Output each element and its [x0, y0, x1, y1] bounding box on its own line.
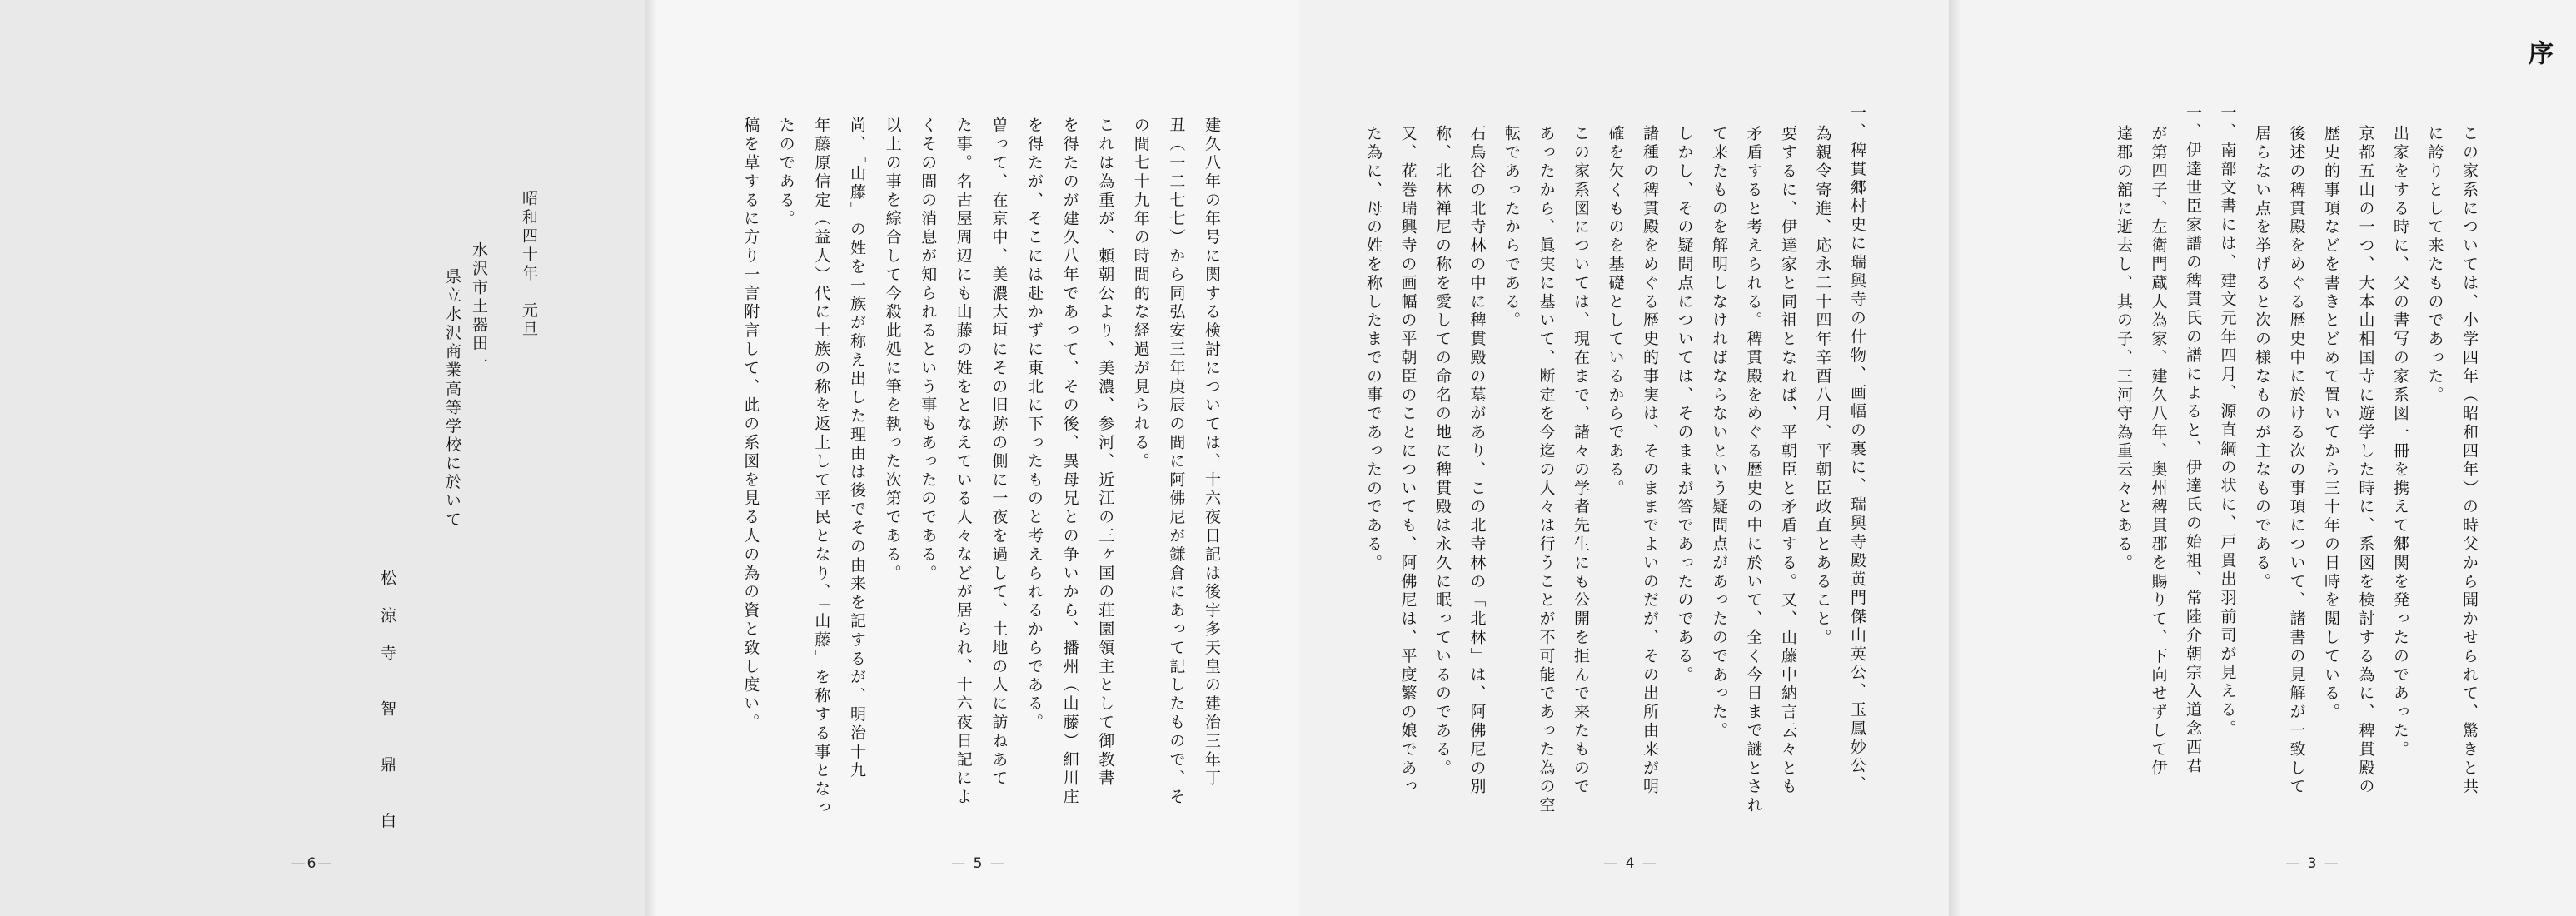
- text-column: に誇りとして来たものであった。: [2425, 125, 2444, 405]
- text-column: 居らない点を挙げると次の様なものが主なものである。: [2253, 125, 2271, 591]
- text-column: 丑（一二七七）から同弘安三年庚辰の間に阿佛尼が鎌倉にあって記したもので、そ: [1167, 117, 1186, 807]
- text-column: 称、北林禅尼の称を愛しての命名の地に稗貫殿は永久に眠っているのである。: [1433, 125, 1452, 778]
- text-column: た事。名古屋周辺にも山藤の姓をとなえている人々などが居られ、十六夜日記によ: [954, 117, 973, 807]
- text-column: が第四子、左衛門蔵人為家、建久八年、奥州稗貫郡を賜りて、下向せずして伊: [2149, 125, 2168, 778]
- text-column: あったから、眞実に基いて、断定を今迄の人々は行うことが不可能であった為の空: [1537, 125, 1556, 815]
- text-column: た為に、母の姓を称したまでの事であったのである。: [1364, 125, 1383, 573]
- page-3: [1949, 0, 2576, 916]
- text-column: 歴史的事項などを書きとどめて置いてから三十年の日時を閲している。: [2322, 125, 2340, 722]
- text-column: 曽って、在京中、美濃大垣にその旧跡の側に一夜を過して、土地の人に訪ねあて: [989, 117, 1009, 789]
- text-column: この家系図については、現在まで、諸々の学者先生にも公開を拒んで来たもので: [1572, 125, 1590, 797]
- text-column: 水沢市土器田一: [470, 241, 488, 372]
- text-column: 為親令寄進、応永二十四年辛酉八月、平朝臣政直とあること。: [1813, 125, 1832, 648]
- text-column: 年藤原信定（益人）代に士族の称を返上して平民となり、「山藤」を称する事となっ: [812, 117, 831, 818]
- text-column: 一、南部文書には、建文元年四月、源直綱の状に、戸貫出羽前司が見える。: [2218, 104, 2237, 739]
- text-column: 以上の事を綜合して今殺此処に筆を執った次第である。: [883, 117, 902, 583]
- text-column: 石鳥谷の北寺林の中に稗貫殿の墓があり、この北寺林の「北林」は、阿佛尼の別: [1467, 125, 1487, 797]
- text-column: 確を欠くものを基礎としているからである。: [1606, 125, 1625, 498]
- page-gutter: [645, 0, 657, 916]
- text-column: 又、花巻瑞興寺の画幅の平朝臣のことについても、阿佛尼は、平度繁の娘であっ: [1398, 125, 1418, 797]
- text-column: しかし、その疑問点については、そのままが答であったのである。: [1675, 125, 1694, 685]
- text-column: 後述の稗貫殿をめぐる歴史中に於ける次の事項について、諸書の見解が一致して: [2287, 125, 2306, 797]
- text-column: 県立水沢商業高等学校に於いて: [443, 268, 461, 530]
- page-number: — 3 —: [2285, 855, 2340, 872]
- text-column: 出家をする時に、父の書写の家系図一冊を携えて郷関を発ったのであった。: [2391, 125, 2409, 759]
- text-column: 稿を草するに方り一言附言して、此の系図を見る人の為の資と致し度い。: [741, 117, 760, 733]
- text-column: 尚、「山藤」の姓を一族が称え出した理由は後でその由来を記するが、明治十九: [848, 117, 866, 780]
- text-column: て来たものを解明しなければならないという疑問点があったのであった。: [1710, 125, 1728, 741]
- page-gutter: [1949, 0, 1961, 916]
- text-column: の間七十九年の時間的な経過が見られる。: [1131, 117, 1150, 471]
- text-column: くその間の消息が知られるという事もあったのである。: [919, 117, 938, 583]
- page-number: —6—: [291, 855, 334, 872]
- page-6: [0, 0, 645, 916]
- page-heading: 序: [2524, 40, 2553, 70]
- text-column: 諸種の稗貫殿をめぐる歴史的事実は、そのままでよいのだが、その出所由来が明: [1641, 125, 1659, 797]
- text-column: この家系については、小学四年（昭和四年）の時父から聞かせられて、驚きと共: [2460, 125, 2479, 797]
- text-column: 要するに、伊達家と同祖となれば、平朝臣と矛盾する。又、山藤中納言云々とも: [1779, 125, 1797, 797]
- text-column: 一、伊達世臣家譜の稗貫氏の譜によると、伊達氏の始祖、常陸介朝宗入道念西君: [2184, 104, 2202, 776]
- text-column: を得たが、そこには赴かずに東北に下ったものと考えられるからである。: [1025, 117, 1044, 733]
- text-column: 昭和四十年 元旦: [520, 190, 538, 340]
- text-column: 転であったからである。: [1502, 125, 1521, 331]
- text-column: 松 涼 寺 智 鼎 白: [378, 570, 396, 831]
- page-5: [645, 0, 1299, 916]
- page-4: [1299, 0, 1949, 916]
- text-column: 矛盾すると考えられる。稗貫殿をめぐる歴史の中に於いて、全く今日まで謎とされ: [1744, 125, 1763, 815]
- text-column: 建久八年の年号に関する検討については、十六夜日記は後宇多天皇の建治三年丁: [1203, 117, 1221, 789]
- page-number: — 4 —: [1603, 855, 1658, 872]
- text-column: たのである。: [776, 117, 795, 229]
- text-column: これは為重が、頼朝公より、美濃、参河、近江の三ヶ国の荘園領主として御教書: [1096, 117, 1115, 789]
- page-number: — 5 —: [951, 855, 1006, 872]
- text-column: 一、稗貫郷村史に瑞興寺の什物、画幅の裏に、瑞興寺殿黄門傑山英公、玉鳳妙公、: [1848, 104, 1866, 794]
- text-column: 達郡の舘に逝去し、其の子、三河守為重云々とある。: [2115, 125, 2133, 573]
- text-column: を得たのが建久八年であって、その後、異母兄との争いから、播州（山藤）細川庄: [1060, 117, 1079, 807]
- text-column: 京都五山の一つ、大本山相国寺に遊学した時に、系図を検討する為に、稗貫殿の: [2356, 125, 2375, 797]
